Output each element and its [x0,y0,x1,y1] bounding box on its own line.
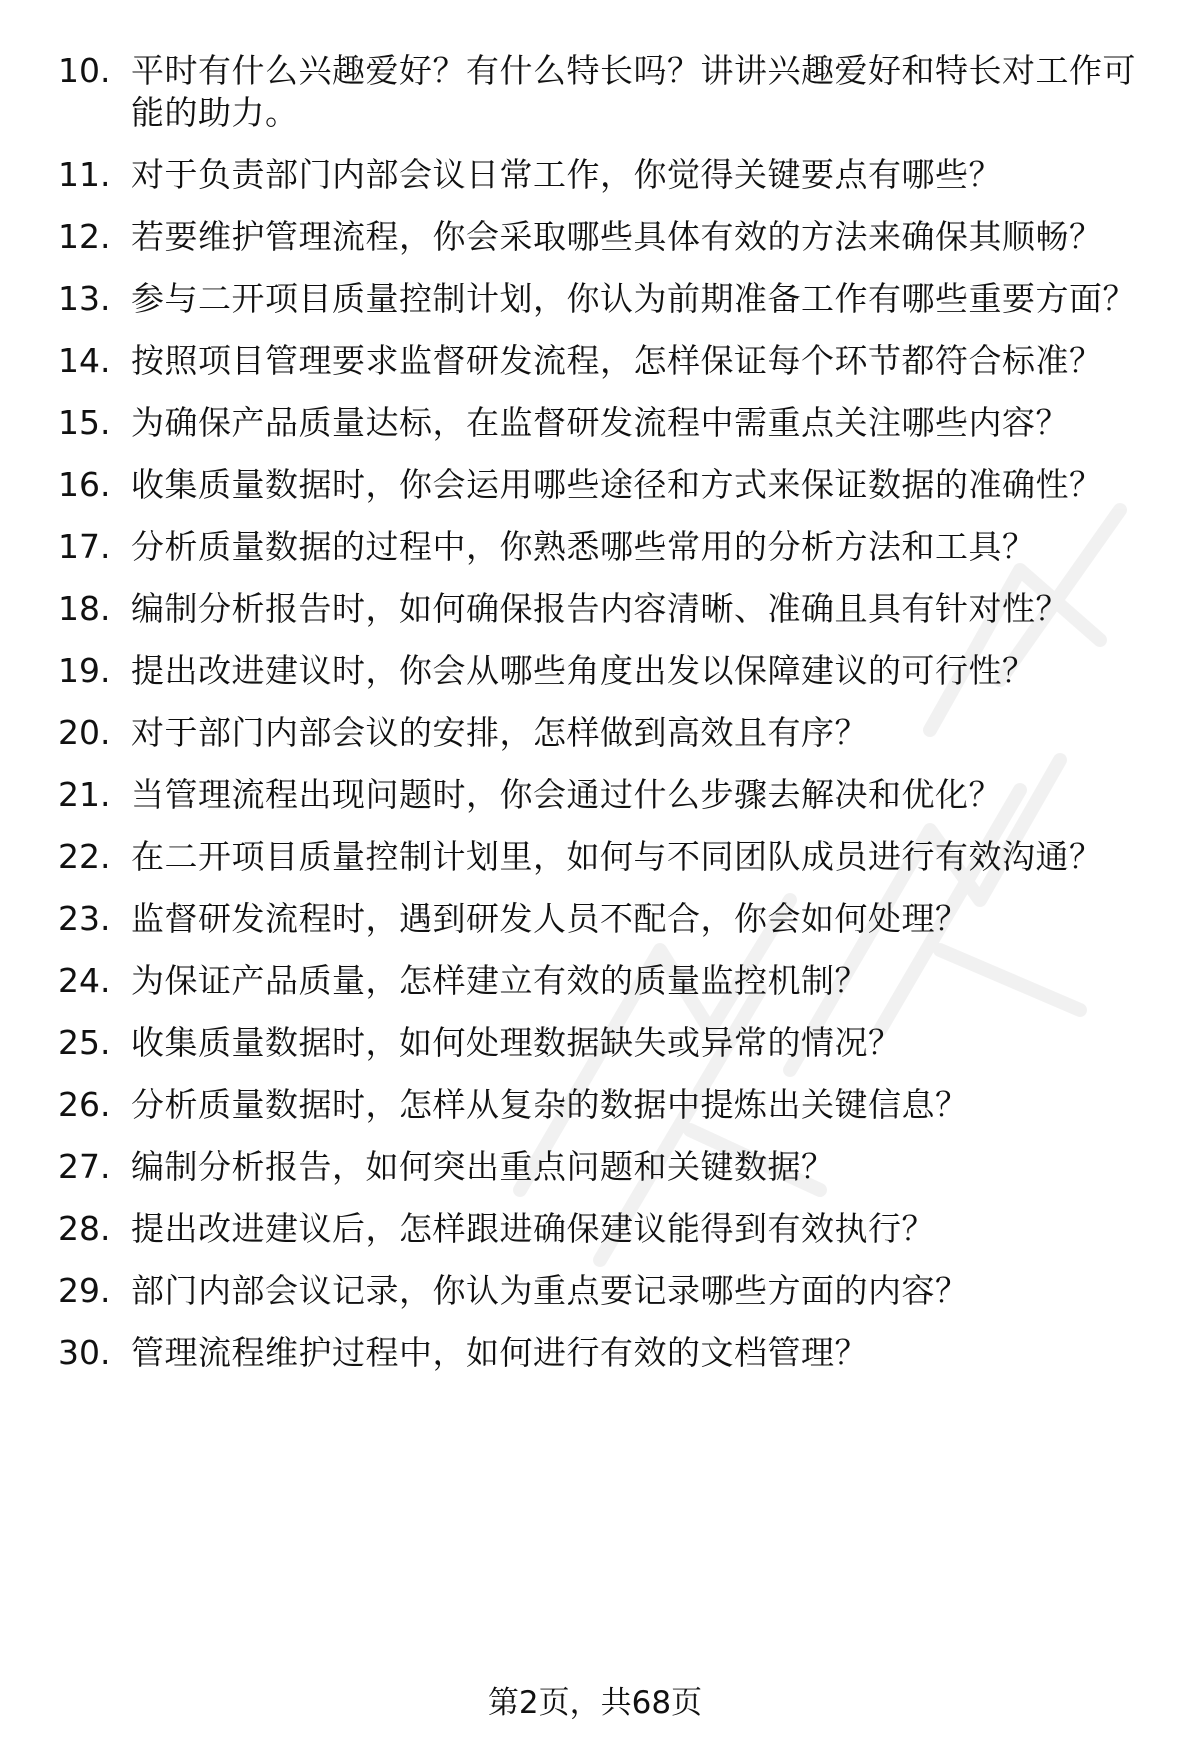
list-item [0,216,1190,258]
question-text: 编制分析报告，如何突出重点问题和关键数据？ [131,1147,835,1186]
question-number: 12. [58,217,111,256]
list-item [0,1332,1190,1374]
question-number: 22. [58,837,111,876]
question-text: 监督研发流程时，遇到研发人员不配合，你会如何处理？ [131,899,969,938]
question-number: 17. [58,527,111,566]
list-item [0,1084,1190,1126]
question-number: 23. [58,899,111,938]
list-item [0,50,1190,134]
question-number: 13. [58,279,111,318]
list-item [0,774,1190,816]
list-item [0,1146,1190,1188]
question-text: 平时有什么兴趣爱好？有什么特长吗？讲讲兴趣爱好和特长对工作可能的助力。 [131,51,1136,132]
list-item [0,898,1190,940]
question-number: 19. [58,651,111,690]
question-text: 分析质量数据时，怎样从复杂的数据中提炼出关键信息？ [131,1085,969,1124]
question-text: 按照项目管理要求监督研发流程，怎样保证每个环节都符合标准？ [131,341,1103,380]
list-item [0,1022,1190,1064]
question-number: 28. [58,1209,111,1248]
list-item [0,1270,1190,1312]
question-number: 16. [58,465,111,504]
question-text: 部门内部会议记录，你认为重点要记录哪些方面的内容？ [131,1271,969,1310]
list-item [0,402,1190,444]
question-number: 29. [58,1271,111,1310]
question-text: 当管理流程出现问题时，你会通过什么步骤去解决和优化？ [131,775,1002,814]
question-number: 25. [58,1023,111,1062]
list-item [0,464,1190,506]
question-text: 若要维护管理流程，你会采取哪些具体有效的方法来确保其顺畅？ [131,217,1103,256]
question-number: 30. [58,1333,111,1372]
question-text: 为保证产品质量，怎样建立有效的质量监控机制？ [131,961,868,1000]
question-number: 21. [58,775,111,814]
question-number: 24. [58,961,111,1000]
question-text: 参与二开项目质量控制计划，你认为前期准备工作有哪些重要方面？ [131,279,1136,318]
question-number: 18. [58,589,111,628]
list-item [0,154,1190,196]
question-text: 对于部门内部会议的安排，怎样做到高效且有序？ [131,713,868,752]
question-text: 对于负责部门内部会议日常工作，你觉得关键要点有哪些？ [131,155,1002,194]
question-text: 管理流程维护过程中，如何进行有效的文档管理？ [131,1333,868,1372]
list-item [0,588,1190,630]
list-item [0,650,1190,692]
list-item [0,278,1190,320]
question-number: 26. [58,1085,111,1124]
list-item [0,960,1190,1002]
question-text: 在二开项目质量控制计划里，如何与不同团队成员进行有效沟通？ [131,837,1103,876]
question-number: 27. [58,1147,111,1186]
question-text: 收集质量数据时，如何处理数据缺失或异常的情况？ [131,1023,902,1062]
list-item [0,340,1190,382]
page-number-footer: 第2页，共68页 [487,1685,703,1721]
question-text: 编制分析报告时，如何确保报告内容清晰、准确且具有针对性？ [131,589,1069,628]
question-text: 提出改进建议后，怎样跟进确保建议能得到有效执行？ [131,1209,935,1248]
list-item [0,526,1190,568]
question-number: 20. [58,713,111,752]
list-item [0,712,1190,754]
list-item [0,836,1190,878]
question-text: 为确保产品质量达标，在监督研发流程中需重点关注哪些内容？ [131,403,1069,442]
question-text: 分析质量数据的过程中，你熟悉哪些常用的分析方法和工具？ [131,527,1036,566]
question-number: 15. [58,403,111,442]
question-list [0,50,1190,1394]
question-number: 14. [58,341,111,380]
question-number: 11. [58,155,111,194]
list-item [0,1208,1190,1250]
question-text: 收集质量数据时，你会运用哪些途径和方式来保证数据的准确性？ [131,465,1103,504]
question-text: 提出改进建议时，你会从哪些角度出发以保障建议的可行性？ [131,651,1036,690]
question-number: 10. [58,51,111,90]
